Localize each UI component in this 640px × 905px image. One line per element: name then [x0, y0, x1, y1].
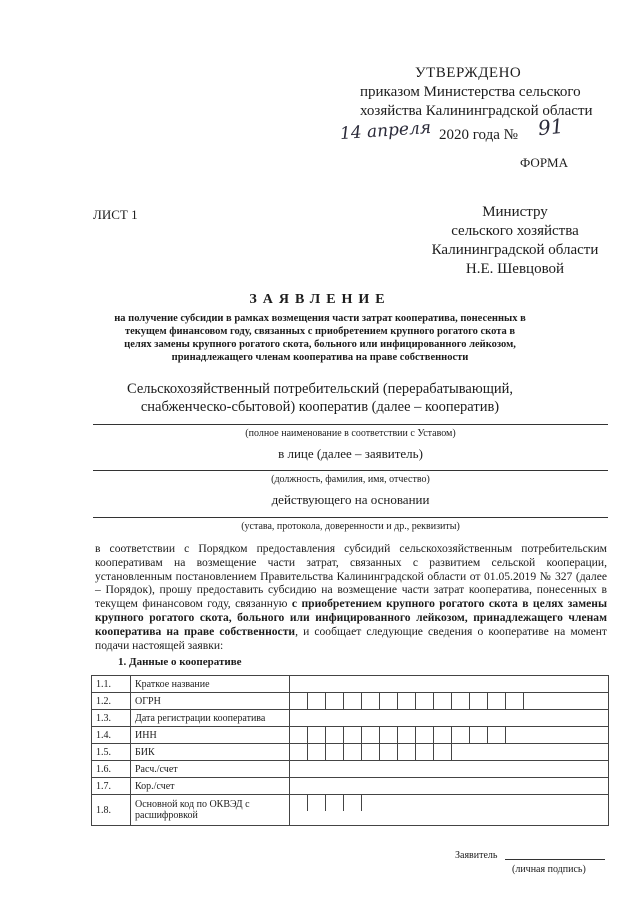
cooperative-data-table [91, 675, 609, 826]
short-name-input[interactable] [290, 676, 609, 693]
table-row [92, 761, 609, 778]
addressee-line-2: сельского хозяйства [451, 223, 579, 239]
row-label: Расч./счет [131, 761, 290, 778]
row-number: 1.8. [92, 795, 131, 826]
table-row [92, 710, 609, 727]
row-number: 1.3. [92, 710, 131, 727]
row-number: 1.5. [92, 744, 131, 761]
sheet-label: ЛИСТ 1 [93, 207, 138, 222]
signature-caption: (личная подпись) [512, 864, 586, 875]
row-number: 1.2. [92, 693, 131, 710]
document-subtitle: на получение субсидии в рамках возмещения части затрат кооператива, понесенных в текущем финансовом году, связанных с приобретением крупного рогатого скота в целях замены крупного рогатого скота, больного или инфицированного лейкозом, принадлежащего членам кооператива на праве собственности [114, 313, 526, 363]
paragraph-part-1: в соответствии с Порядком предоставления субсидий сельскохозяйственным потребительским кооперативам на возмещение части затрат, связанных с развитием сельской кооперации, установленным постановлением Правительства Калининградской области от 01.05.2019 № 327 (далее – Порядок), прошу предоставить субсидию на возмещение части затрат кооператива, понесенных в текущем финансовом году, связанную [95, 542, 607, 611]
okved-input[interactable] [290, 795, 609, 826]
approved-year-text: 2020 года № [439, 127, 518, 143]
addressee-line-3: Калининградской области [431, 242, 599, 258]
cooperative-text: Сельскохозяйственный потребительский (перерабатывающий, снабженческо-сбытовой) кооператив (далее – кооператив) [126, 381, 514, 415]
row-number: 1.6. [92, 761, 131, 778]
row-label: Основной код по ОКВЭД с расшифровкой [131, 795, 290, 826]
row-label: Краткое название [131, 676, 290, 693]
row-number: 1.4. [92, 727, 131, 744]
addressee-line-4: Н.Е. Шевцовой [465, 261, 565, 277]
approval-block [339, 64, 610, 148]
paragraph-bold: с приобретением крупного рогатого скота в целях замены крупного рогатого скота, больного или инфицированного лейкозом, принадлежащего членам кооператива на праве собственности [95, 597, 607, 638]
acting-text: действующего на основании [271, 492, 430, 507]
addressee-block [425, 203, 605, 279]
basis-caption: (устава, протокола, доверенности и др., реквизиты) [241, 521, 460, 532]
row-label: ОГРН [131, 693, 290, 710]
table-row [92, 795, 609, 826]
table-row [92, 778, 609, 795]
bik-input[interactable] [290, 744, 609, 761]
correspondent-account-input[interactable] [290, 778, 609, 795]
position-caption: (должность, фамилия, имя, отчество) [271, 474, 430, 485]
row-label: ИНН [131, 727, 290, 744]
approved-date-line [339, 113, 610, 148]
row-number: 1.7. [92, 778, 131, 795]
approved-heading: УТВЕРЖДЕНО [415, 65, 522, 81]
section-1-title: 1. Данные о кооперативе [118, 656, 242, 668]
handwritten-date: 14 апреля [339, 117, 432, 145]
settlement-account-input[interactable] [290, 761, 609, 778]
full-name-field[interactable] [93, 424, 608, 425]
handwritten-number: 91 [536, 113, 565, 141]
basis-field[interactable] [93, 517, 608, 518]
full-name-caption: (полное наименование в соответствии с Уставом) [245, 428, 456, 439]
row-label: Дата регистрации кооператива [131, 710, 290, 727]
table-row [92, 744, 609, 761]
approved-order-line: приказом Министерства сельского [360, 84, 581, 100]
paragraph-part-2: , и сообщает следующие сведения о кооперативе на момент подачи настоящей заявки: [95, 624, 607, 652]
main-paragraph [95, 542, 607, 652]
table-row [92, 727, 609, 744]
table-row [92, 676, 609, 693]
row-label: Кор./счет [131, 778, 290, 795]
registration-date-input[interactable] [290, 710, 609, 727]
addressee-line-1: Министру [482, 204, 548, 220]
in-person-text: в лице (далее – заявитель) [278, 446, 423, 461]
document-title: ЗАЯВЛЕНИЕ [249, 292, 391, 307]
position-field[interactable] [93, 470, 608, 471]
row-number: 1.1. [92, 676, 131, 693]
inn-input[interactable] [290, 727, 609, 744]
ogrn-input[interactable] [290, 693, 609, 710]
table-row [92, 693, 609, 710]
form-label: ФОРМА [520, 155, 568, 170]
signature-label: Заявитель [455, 850, 498, 861]
row-label: БИК [131, 744, 290, 761]
approved-ministry-line: хозяйства Калининградской области [360, 103, 593, 119]
signature-field[interactable] [505, 859, 605, 860]
